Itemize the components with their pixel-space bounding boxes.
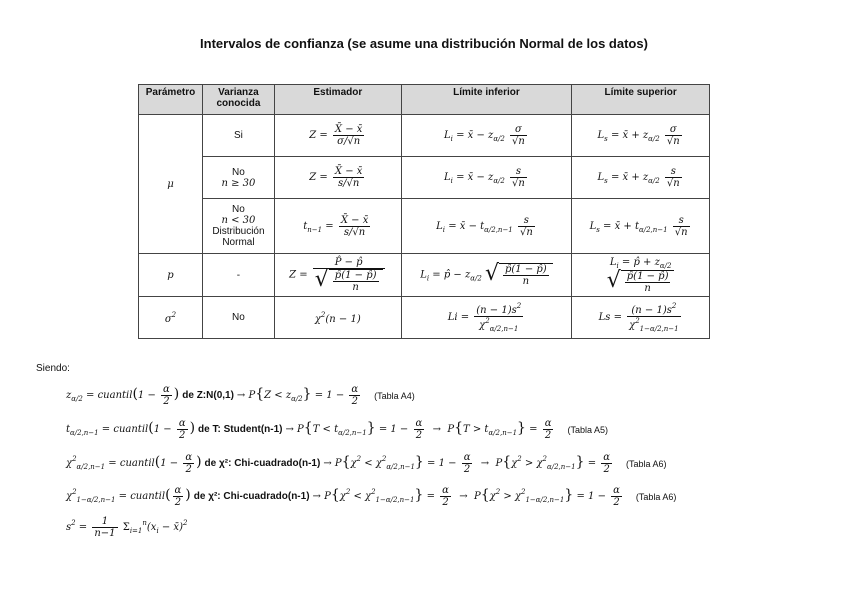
table-row	[139, 115, 710, 157]
table-row	[139, 157, 710, 199]
varianza-no-nlt30	[202, 199, 274, 254]
param-p: p	[139, 254, 203, 297]
li-z-s: $L_i$ = x̄ − $z_{\alpha/2}$ $\frac{s}{√n}$	[401, 157, 572, 199]
formula-z-text: de Z:N(0,1)	[182, 390, 234, 401]
header-limite-inferior: Límite inferior	[401, 85, 572, 115]
formula-z-ref: (Tabla A4)	[374, 390, 415, 401]
estimador-t: $t_{n-1}$ = $\frac{X̄ - x̄}{s/√n}$	[274, 199, 401, 254]
no-label: No	[232, 166, 245, 178]
table-header-row	[139, 85, 710, 115]
li-z-sigma: $L_i$ = x̄ − $z_{\alpha/2}$ $\frac{\sigma}{√n}$	[401, 115, 572, 157]
formula-chi-quantile-2: $\chi^2_{1-\alpha/2,n-1}$ = cuantil( $\frac{\alpha}{2}$ ) de χ²: Chi-cuadrado(n-1) → $P\{\chi^2 < \chi^2_{1-\alpha/2,n-1}\}$ = $\frac{\alpha}{2}$ → $P\{\chi^2 > \chi^2_{1-\alpha/2,n-1}\} = 1$ − $\frac{\alpha}{2}$ (Tabla A6)	[66, 485, 677, 508]
formula-t-text: de T: Student(n-1)	[198, 424, 283, 435]
param-sigma2: $\sigma^2$	[139, 297, 203, 339]
distribucion-label: Distribución	[212, 226, 265, 237]
header-parametro: Parámetro	[139, 85, 203, 115]
ls-z-sigma: $L_s$ = x̄ + $z_{\alpha/2}$ $\frac{\sigma}{√n}$	[572, 115, 710, 157]
formula-sample-variance: $s^2$ = $\frac{1}{n-1}$ $\Sigma_{i=1}^n(x_i$ − x̄)$^2$	[66, 516, 188, 539]
n-ge-30-label: n ≥ 30	[221, 177, 256, 189]
n-lt-30-label: n < 30	[221, 215, 256, 226]
formula-chi2-ref: (Tabla A6)	[635, 491, 677, 502]
formula-t-quantile: $t_{\alpha/2,n-1}$ = cuantil(1 − $\frac{\alpha}{2}$ ) de T: Student(n-1) → $P\{T < t_{\alpha/2,n-1}\} = 1$ − $\frac{\alpha}{2}$ → $P\{T > t_{\alpha/2,n-1}\}$ = $\frac{\alpha}{2}$ (Tabla A5)	[66, 418, 609, 441]
formula-chi-quantile-1: $\chi^2_{\alpha/2,n-1}$ = cuantil(1 − $\frac{\alpha}{2}$ ) de χ²: Chi-cuadrado(n-1) → $P\{\chi^2 < \chi^2_{\alpha/2,n-1}\} = 1$ − $\frac{\alpha}{2}$ → $P\{\chi^2 > \chi^2_{\alpha/2,n-1}\}$ = $\frac{\alpha}{2}$ (Tabla A6)	[66, 452, 667, 475]
page-title: Intervalos de confianza (se asume una distribución Normal de los datos)	[200, 36, 648, 51]
formula-chi2-text: de χ²: Chi-cuadrado(n-1)	[193, 491, 310, 502]
estimador-chi: $\chi^2(n - 1)$	[274, 297, 401, 339]
formula-chi1-ref: (Tabla A6)	[626, 458, 667, 469]
header-limite-superior: Límite superior	[572, 85, 710, 115]
estimador-z-s: Z = $\frac{X̄ - x̄}{s/√n}$	[274, 157, 401, 199]
estimador-p: Z = P̂ − p̂ √ $\frac{p̂(1 - p̂)}{n}$	[274, 254, 401, 297]
siendo-label: Siendo:	[36, 363, 70, 374]
varianza-no-n30	[202, 157, 274, 199]
header-estimador: Estimador	[274, 85, 401, 115]
varianza-dash: -	[202, 254, 274, 297]
confidence-intervals-table	[138, 84, 710, 339]
no-label: No	[232, 204, 245, 215]
ls-t: $L_s$ = x̄ + $t_{\alpha/2,n-1}$ $\frac{s}{√n}$	[572, 199, 710, 254]
li-chi: Li = $\frac{(n - 1)s^2}{\chi^2_{\alpha/2,n-1}}$	[401, 297, 572, 339]
ls-z-s: $L_s$ = x̄ + $z_{\alpha/2}$ $\frac{s}{√n}$	[572, 157, 710, 199]
table-row	[139, 254, 710, 297]
normal-label: Normal	[222, 237, 255, 248]
li-t: $L_i$ = x̄ − $t_{\alpha/2,n-1}$ $\frac{s}{√n}$	[401, 199, 572, 254]
formula-z-quantile: $z_{\alpha/2}$ = cuantil(1 − $\frac{\alpha}{2}$ ) de Z:N(0,1) → $P\{Z < z_{\alpha/2}\} = 1$ − $\frac{\alpha}{2}$ (Tabla A4)	[66, 384, 415, 407]
formula-t-ref: (Tabla A5)	[567, 424, 609, 435]
header-varianza: Varianza conocida	[202, 85, 274, 115]
varianza-no-sigma: No	[202, 297, 274, 339]
sigma-symbol: σ	[164, 313, 172, 325]
varianza-si: Si	[202, 115, 274, 157]
estimador-z-sigma: Z = $\frac{X̄ - x̄}{\sigma/√n}$	[274, 115, 401, 157]
table-row	[139, 199, 710, 254]
li-p: $L_i$ = p̂ − $z_{\alpha/2}$ √ $\frac{p̂(1 - p̂)}{n}$	[401, 254, 572, 297]
ls-chi: Ls = $\frac{(n - 1)s^2}{\chi^2_{1-\alpha/2,n-1}}$	[572, 297, 710, 339]
formula-chi1-text: de χ²: Chi-cuadrado(n-1)	[204, 458, 321, 469]
ls-p: $L_i$ = p̂ + $z_{\alpha/2}$ √ $\frac{p̂(1 - p̂)}{n}$	[572, 254, 710, 297]
table-row	[139, 297, 710, 339]
param-mu: μ	[139, 115, 203, 254]
